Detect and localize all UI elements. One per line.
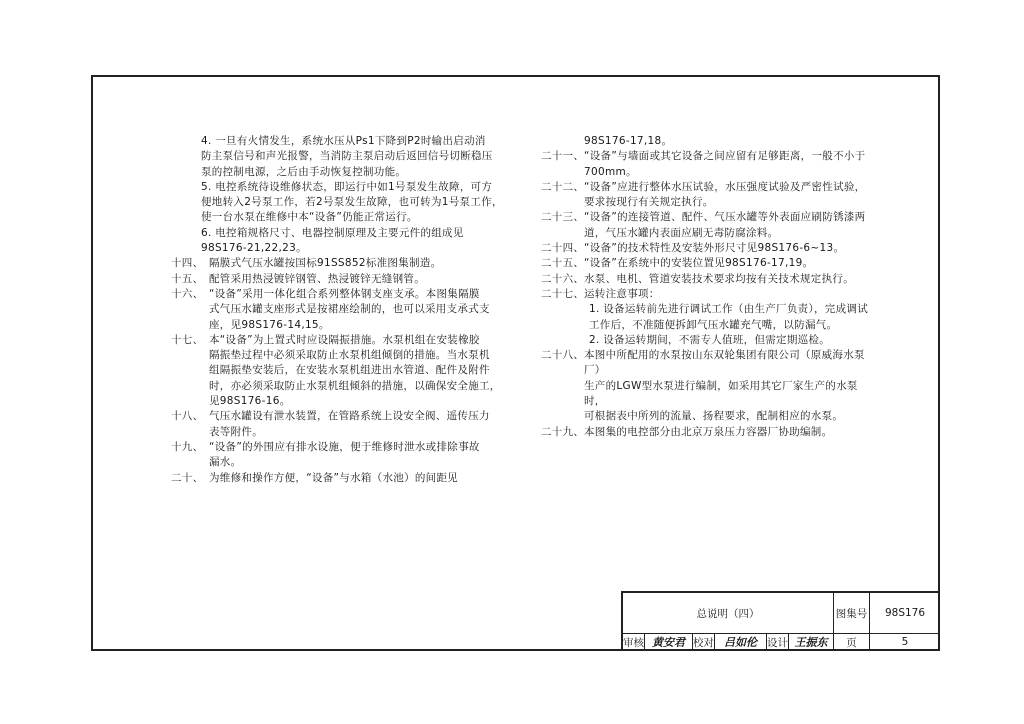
atlas-number-label: 图集号: [834, 593, 870, 633]
continued-reference: 98S176-17,18。: [584, 135, 673, 147]
text-line: “设备”的外围应有排水设施，便于维修时泄水或排除事故: [209, 440, 480, 453]
note-item-20: [171, 471, 521, 486]
note-item-18: [171, 409, 521, 440]
text-line: 6. 电控箱规格尺寸、电器控制原理及主要元件的组成见: [201, 226, 464, 239]
sheet-title: 总说明（四）: [623, 593, 834, 633]
text-line: 气压水罐设有泄水装置，在管路系统上设安全阀、遥传压力: [209, 410, 490, 423]
text-line: 4. 一旦有火情发生，系统水压从Ps1下降到P2时输出启动消: [201, 135, 486, 147]
text-line: 座，见98S176-14,15。: [209, 318, 330, 331]
note-item-27-sub-1: [541, 302, 871, 333]
note-item-27-sub-2: [541, 333, 871, 348]
text-line: 漏水。: [209, 456, 242, 469]
note-item-26: [541, 272, 871, 287]
design-label: 设计: [767, 633, 789, 651]
item-number: 二十五、: [541, 257, 585, 270]
title-block: [621, 591, 940, 651]
text-line: “设备”在系统中的安装位置见98S176-17,19。: [584, 257, 814, 270]
text-line: 1. 设备运转前先进行调试工作（由生产厂负责），完成调试: [589, 303, 869, 316]
text-line: 表等附件。: [209, 425, 263, 438]
note-item-27: [541, 287, 871, 302]
check-label: 校对: [693, 633, 715, 651]
item-number: 二十八、: [541, 349, 585, 362]
text-line: 98S176-21,22,23。: [201, 242, 307, 255]
note-item-29: [541, 425, 871, 440]
item-number: 二十、: [171, 471, 204, 484]
item-number: 二十六、: [541, 272, 585, 285]
text-line: 要求按现行有关规定执行。: [584, 196, 714, 209]
note-item-15: [171, 272, 521, 287]
text-line: 2. 设备运转期间，不需专人值班，但需定期巡检。: [589, 333, 831, 346]
note-paragraph-4: [171, 134, 521, 180]
review-signature: 黄安君: [645, 633, 693, 651]
text-line: 可根据表中所列的流量、扬程要求，配制相应的水泵。: [584, 410, 844, 423]
note-paragraph-5: [171, 180, 521, 226]
item-number: 二十四、: [541, 242, 585, 255]
text-line: 为维修和操作方便，“设备”与水箱（水池）的间距见: [209, 471, 459, 484]
item-number: 十九、: [171, 440, 204, 453]
item-number: 二十二、: [541, 180, 585, 193]
review-label: 审核: [623, 633, 645, 651]
text-line: 见98S176-16。: [209, 395, 291, 408]
item-number: 十六、: [171, 287, 204, 300]
note-item-23: [541, 210, 871, 241]
check-signature: 吕如伦: [715, 633, 767, 651]
item-number: 二十九、: [541, 425, 585, 438]
text-line: 时，亦必须采取防止水泵机组倾斜的措施，以确保安全施工，: [209, 379, 501, 392]
text-line: 5. 电控系统待设维修状态，即运行中如1号泵发生故障，可方: [201, 180, 493, 193]
note-item-24: [541, 241, 871, 256]
atlas-number: 98S176: [884, 607, 926, 619]
note-item-22: [541, 180, 871, 211]
text-line: 便地转入2号泵工作，若2号泵发生故障，也可转为1号泵工作，: [201, 196, 503, 209]
note-paragraph-6: [171, 226, 521, 257]
note-item-21: [541, 149, 871, 180]
text-line: 本图集的电控部分由北京万泉压力容器厂协助编制。: [584, 425, 833, 438]
text-line: 工作后，不准随便拆卸气压水罐充气嘴，以防漏气。: [589, 318, 838, 331]
text-line: “设备”的连接管道、配件、气压水罐等外表面应刷防锈漆两: [584, 211, 866, 224]
note-item-25: [541, 256, 871, 271]
note-item-14: [171, 256, 521, 271]
page-number: 5: [901, 636, 909, 648]
text-line: 本图中所配用的水泵按山东双轮集团有限公司（原威海水泵厂）: [584, 349, 865, 377]
item-number: 十五、: [171, 272, 204, 285]
text-line: 本“设备”为上置式时应设隔振措施。水泵机组在安装橡胶: [209, 333, 480, 346]
note-item-19: [171, 440, 521, 471]
text-line: 式气压水罐支座形式是按裙座绘制的，也可以采用支承式支: [209, 303, 490, 316]
title-row: [623, 593, 940, 634]
text-line: 组隔振垫安装后，在安装水泵机组进出水管道、配件及附件: [209, 364, 490, 377]
page-label: 页: [834, 633, 870, 651]
text-line: “设备”的技术特性及安装外形尺寸见98S176-6~13。: [584, 242, 845, 255]
text-line: “设备”应进行整体水压试验，水压强度试验及严密性试验，: [584, 180, 866, 193]
text-line: 泵的控制电源，之后由手动恢复控制功能。: [201, 165, 407, 178]
item-number: 二十一、: [541, 150, 585, 163]
text-line: 700mm。: [584, 165, 637, 178]
text-line: “设备”与墙面或其它设备之间应留有足够距离，一般不小于: [584, 150, 866, 163]
text-line: 配管采用热浸镀锌钢管、热浸镀锌无缝钢管。: [209, 272, 425, 285]
text-line: 运转注意事项：: [584, 287, 660, 300]
text-line: 生产的LGW型水泵进行编制，如采用其它厂家生产的水泵时，: [584, 379, 858, 408]
item-number: 十七、: [171, 333, 204, 346]
item-number: 二十三、: [541, 211, 585, 224]
text-line: “设备”采用一体化组合系列整体钢支座支承。本图集隔膜: [209, 287, 480, 300]
note-item-17: [171, 333, 521, 409]
signature-row: [623, 633, 940, 651]
item-number: 十四、: [171, 257, 204, 270]
note-item-16: [171, 287, 521, 333]
notes-right-column: [541, 134, 871, 440]
text-line: 使一台水泵在维修中本“设备”仍能正常运行。: [201, 211, 418, 224]
text-line: 防主泵信号和声光报警，当消防主泵启动后返回信号切断稳压: [201, 150, 493, 163]
note-item-28: [541, 348, 871, 424]
text-line: 水泵、电机、管道安装技术要求均按有关技术规定执行。: [584, 272, 854, 285]
text-line: 隔振垫过程中必须采取防止水泵机组倾倒的措施。当水泵机: [209, 349, 490, 362]
text-line: 隔膜式气压水罐按国标91SS852标准图集制造。: [209, 257, 442, 270]
item-number: 二十七、: [541, 287, 585, 300]
text-line: 道，气压水罐内表面应刷无毒防腐涂料。: [584, 226, 779, 239]
item-number: 十八、: [171, 410, 204, 423]
notes-left-column: [171, 134, 521, 486]
design-signature: 王振东: [789, 633, 834, 651]
